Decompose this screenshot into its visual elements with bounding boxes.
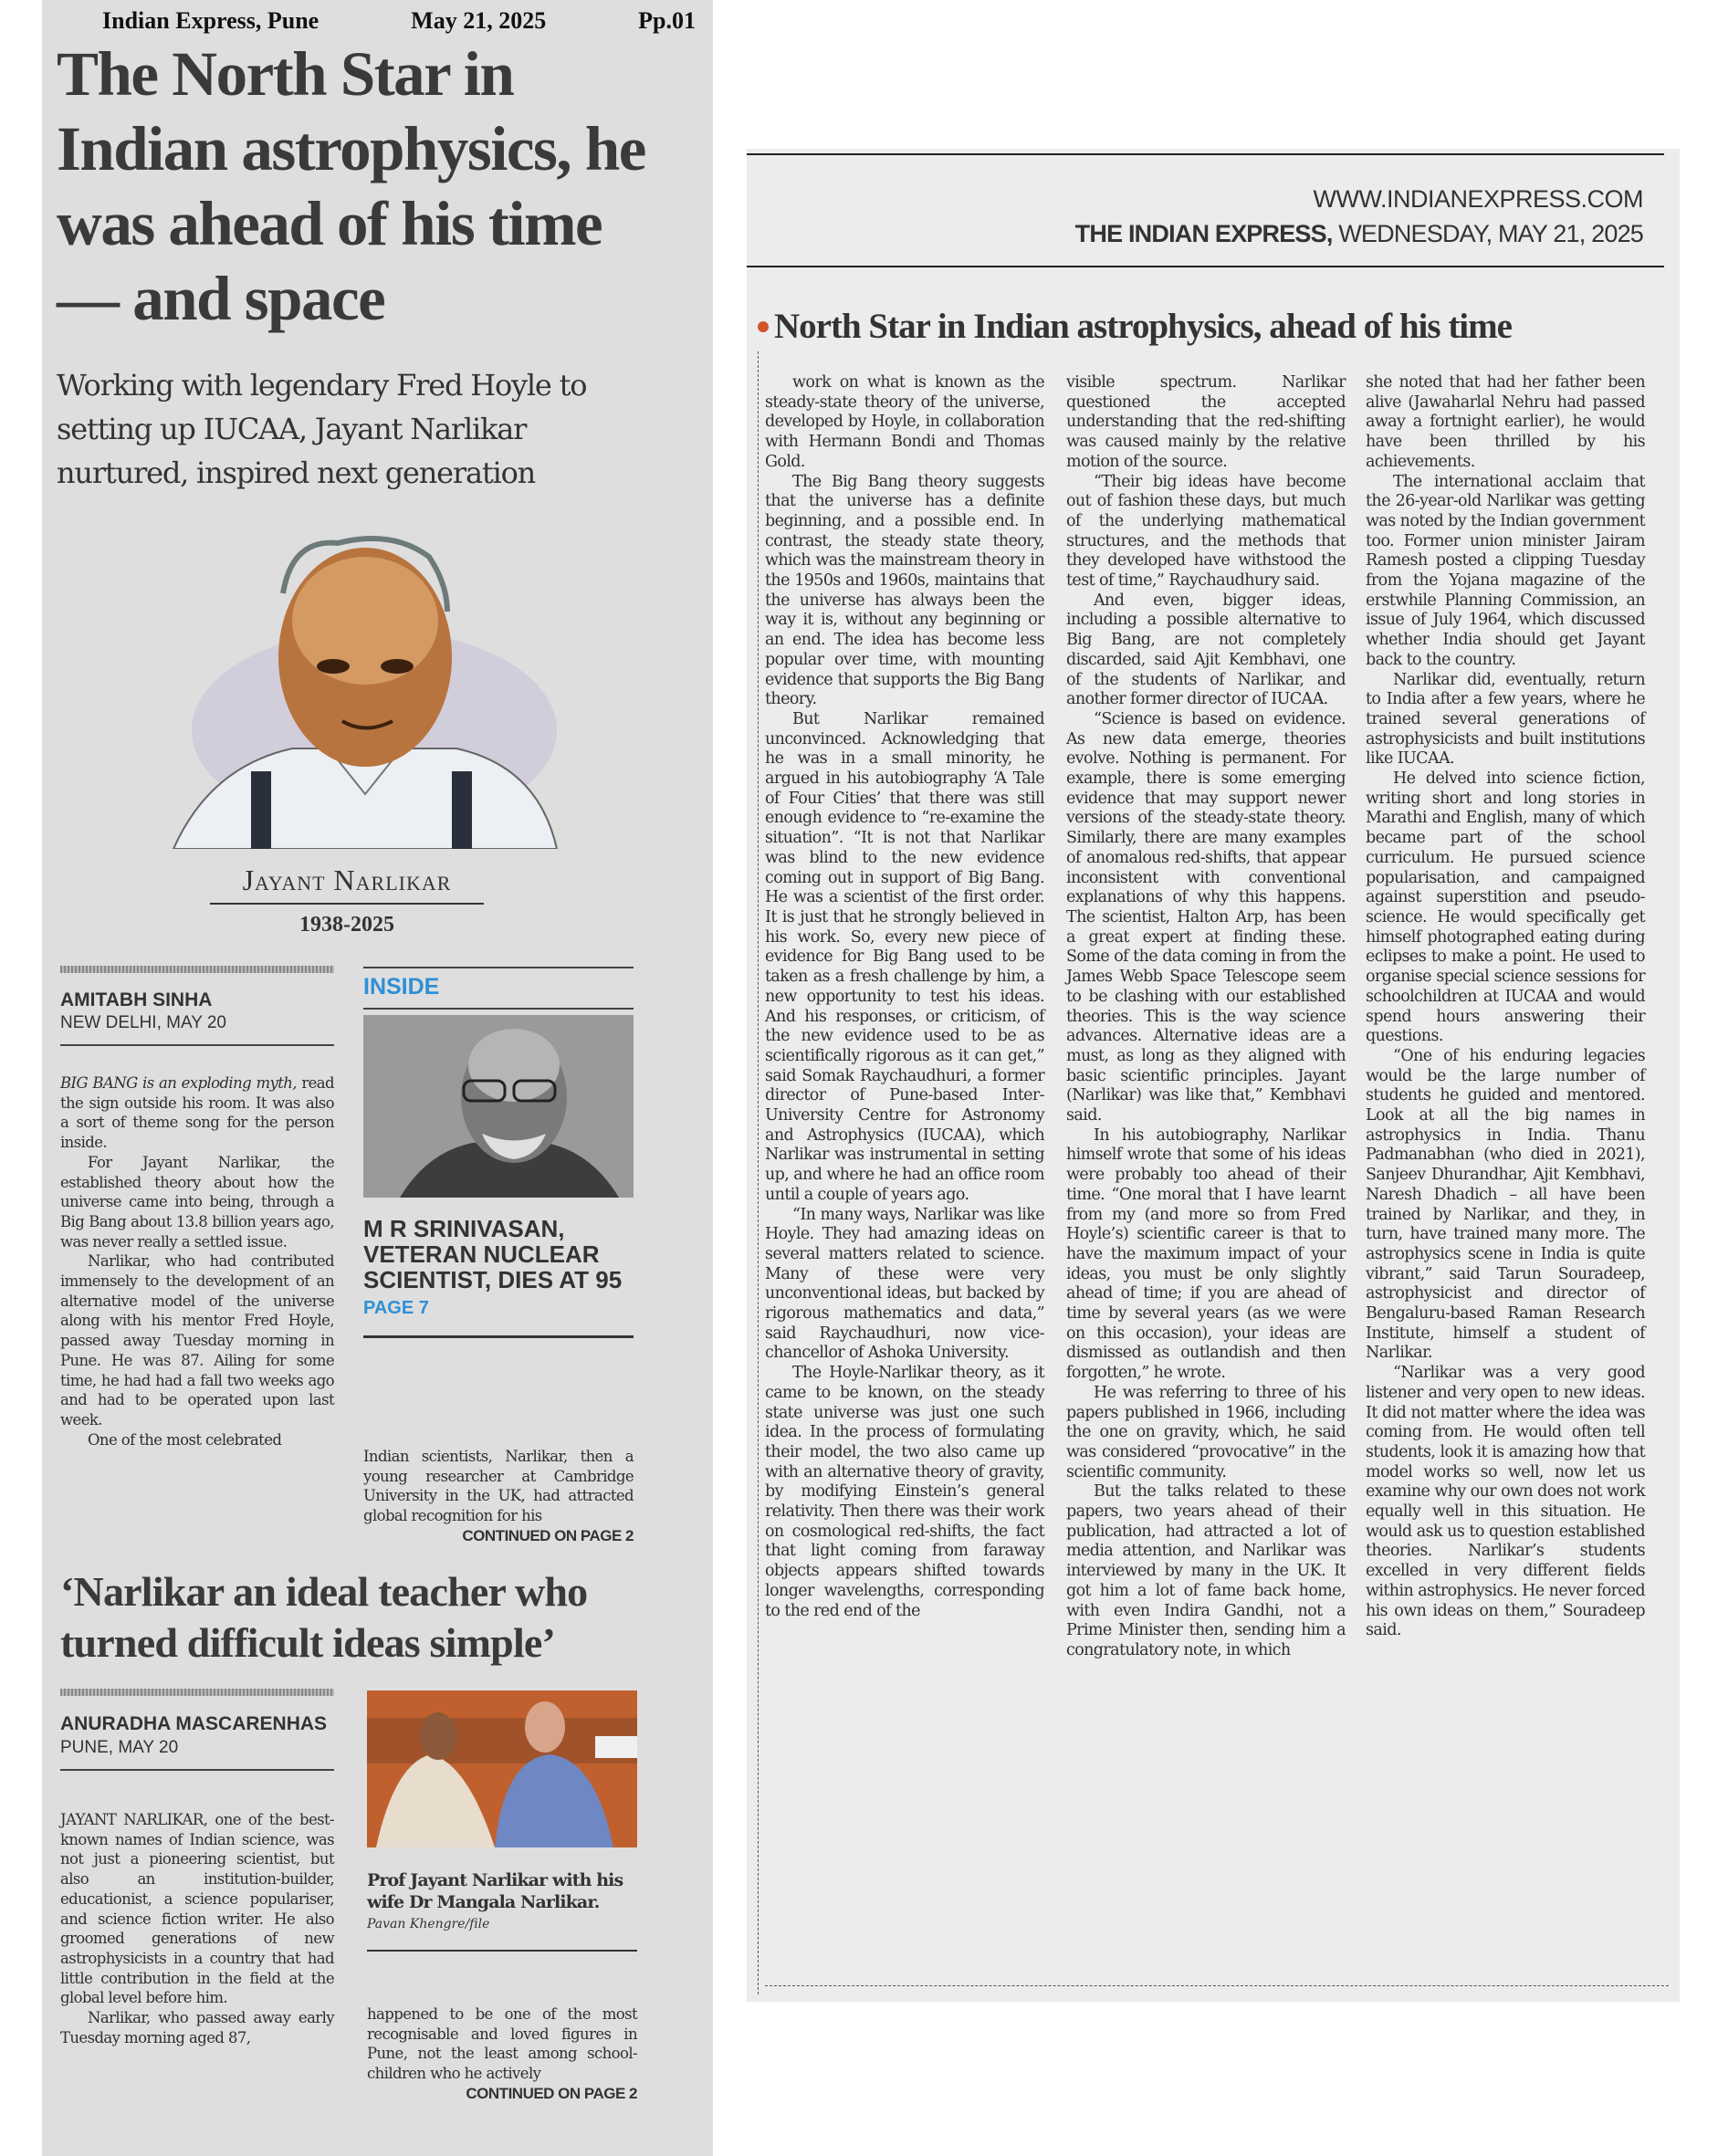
portrait-years: 1938-2025 [299,913,394,937]
story-paragraph: “Narlikar was a very good listener and very open to new ideas. It did not matter where the idea was coming from. He would often tell students, look it is amazing how that model works so well, now let us examine why our own does not work equally well in this situation. He would ask us to question established theories. Narlikar’s students excelled in very different fields within astrophysics. He never forced his own ideas on them,” Souradeep said. [1366,1364,1645,1640]
intro-italic: BIG BANG is an exploding myth, [60,1074,297,1092]
portrait-name: Jayant Narlikar [210,863,484,905]
story-paragraph: “Their big ideas have become out of fashion these days, but much of the underlying mathematical structures, and the methods that they developed have withstood the test of time,” Raychaudhury said. [1066,472,1346,591]
continuation-headline-text: North Star in Indian astrophysics, ahead of his time [774,307,1512,346]
site-url: WWW.INDIANEXPRESS.COM [1313,185,1643,213]
story-paragraph: The Hoyle-Narlikar theory, as it came to be known, on the steady state universe was just one such idea. In the process of formulating their model, the two also came up with an alternative theory of gravity, by modifying Einstein’s general relativity. Then there was their work on cosmological red-shifts, the fact that light coming from faraway objects appears shifted towards longer wavelengths, corresponding to the red end of the [765,1364,1044,1620]
story-paragraph: Narlikar did, eventually, return to India after a few years, where he trained several generations of astrophysicists and built institutions like IUCAA. [1366,670,1645,769]
story-paragraph: Narlikar, who had contributed immensely to the development of an alternative model of the universe along with his mentor Fred Hoyle, passed away Tuesday morning in Pune. He was 87. Ailing for some time, he had had a fall two weeks ago and had to be operated upon last week. [60,1252,334,1429]
story-paragraph: But Narlikar remained unconvinced. Acknowledging that he was in a small minority, he argued in his autobiography ‘A Tale of Four Cities’ that there was still enough evidence to “re-examine the situation”. “It is not that Narlikar was blind to the new evidence coming out in support of Big Bang. He was a scientist of the first order. It is just that he strongly believed in his work. So, every new piece of evidence for Big Bang used to be taken as a fresh challenge by him, a new opportunity to test his ideas. And his responses, or criticism, of the new evidence used to be as scientifically rigorous as it can get,” said Somak Raychaudhuri, a former director of Pune-based Inter-University Centre for Astronomy and Astrophysics (IUCAA), which Narlikar was instrumental in setting up, and where he had an office room until a couple of years ago. [765,709,1044,1204]
source-line [102,7,696,35]
byline-author: ANURADHA MASCARENHAS [60,1713,328,1734]
story-paragraph: visible spectrum. Narlikar questioned the accepted understanding that the red-shifting was caused mainly by the relative motion of the source. [1066,373,1346,471]
masthead [1075,220,1643,248]
story-paragraph: “In many ways, Narlikar was like Hoyle. They had amazing ideas on several matters related to science. Many of these were very unconventional ideas, but backed by rigorous mathematics and data,” said Raychaudhuri, now vice-chancellor of Ashoka University. [765,1205,1044,1363]
byline-dateline: NEW DELHI, MAY 20 [60,1013,334,1046]
story-paragraph: For Jayant Narlikar, the established theory about how the universe came into being, through a Big Bang about 13.8 billion years ago, was never really a settled issue. [60,1153,334,1251]
continuation-headline [758,306,1652,347]
second-story-column-1 [60,1810,334,2047]
story-paragraph: The Big Bang theory suggests that the universe has a definite beginning, and a possible end. In contrast, the steady state theory, which was the mainstream theory in the 1950s and 1960s, maintains that the universe has always been the way it is, without any beginning or an end. The idea has become less popular over time, with mounting evidence that supports the Big Bang theory. [765,472,1044,709]
story-paragraph: He was referring to three of his papers published in 1966, including the one on gravity, which, he said was considered “provocative” in the scientific community. [1066,1383,1346,1481]
source-date: May 21, 2025 [411,7,547,34]
story-paragraph: Narlikar, who passed away early Tuesday morning aged 87, [60,2009,334,2046]
masthead-title: THE INDIAN EXPRESS, [1074,220,1333,247]
main-byline [60,966,334,1046]
dotted-column-rule [758,351,759,1994]
story-paragraph: He delved into science fiction, writing short and long stories in Marathi and English, many of which became part of the school curriculum. He pursued science popularisation, and campaigned against superstition and pseudo-science. He would specifically get himself photographed eating during eclipses to make a point. He used to organise special science sessions for schoolchildren at IUCAA and would spend hours answering their questions. [1366,769,1645,1046]
continued-link[interactable]: CONTINUED ON PAGE 2 [462,1526,634,1544]
story-paragraph: “One of his enduring legacies would be the large number of students he guided and mentored. Look at all the big names in astrophysics in India. Thanu Padmanabhan (who died in 2021), Sanjeev Dhurandhar, Ajit Kembhavi, Naresh Dhadich – all have been trained by Narlikar, and they, in turn, have trained many more. The astrophysics scene in India is quite vibrant,” said Tarun Souradeep, astrophysicist and director of Bengaluru-based Raman Research Institute, himself a student of Narlikar. [1366,1046,1645,1363]
byline-author: AMITABH SINHA [60,989,213,1010]
headline-deck: Working with legendary Fred Hoyle to setting up IUCAA, Jayant Narlikar nurtured, inspired next generation [57,368,587,490]
intro-rest: read the sign outside his room. It was also a sort of theme song for the person inside. [60,1074,334,1152]
main-story-column-2 [363,1447,634,1546]
masthead-rule [747,266,1664,267]
photo-caption [367,1869,637,1952]
story-paragraph: But the talks related to these papers, two years ahead of their publication, had attracted a lot of media attention, and Narlikar was interviewed by many in the UK. It got him a lot of fame back home, with even Indira Gandhi, not a Prime Minister then, sending him a congratulatory note, in which [1066,1482,1346,1659]
story-paragraph: happened to be one of the most recognisable and loved figures in Pune, not the least among school-children who he actively [367,2005,637,2083]
inside-photo [363,1015,634,1198]
right-clipping [747,149,1680,2002]
masthead-date: WEDNESDAY, MAY 21, 2025 [1338,220,1643,247]
inside-label: INSIDE [363,967,634,1010]
byline-dateline: PUNE, MAY 20 [60,1738,334,1771]
portrait-illustration [155,520,566,849]
top-rule [747,153,1664,155]
story-paragraph: One of the most celebrated [88,1430,282,1449]
inside-title-text: M R SRINIVASAN, VETERAN NUCLEAR SCIENTIST, DIES AT 95 [363,1215,623,1293]
second-headline: ‘Narlikar an ideal teacher who turned difficult ideas simple’ [60,1568,588,1666]
hatched-divider [60,966,334,973]
story-paragraph: The international acclaim that the 26-year-old Narlikar was getting was noted by the Indian government too. Former union minister Jairam Ramesh posted a clipping Tuesday from the Yojana magazine of the erstwhile Planning Commission, an issue of July 1964, which discussed whether India should get Jayant back to the country. [1366,472,1645,669]
continuation-column-3 [1366,373,1645,1641]
story-paragraph: JAYANT NARLIKAR, one of the best-known names of Indian science, was not just a pioneering scientist, but also an institution-builder, educationist, a science populariser, and science fiction writer. He also groomed generations of new astrophysicists in a country that had little contribution in the field at the global level before him. [60,1811,334,2007]
story-paragraph: work on what is known as the steady-state theory of the universe, developed by Hoyle, in collaboration with Hermann Bondi and Thomas Gold. [765,373,1044,471]
photo-credit: Pavan Khengre/file [367,1917,637,1952]
second-byline [60,1689,334,1771]
source-page: Pp.01 [638,7,696,34]
inside-title [363,1216,634,1338]
main-headline: The North Star in Indian astrophysics, he was ahead of his time — and space [57,39,645,333]
story-paragraph: And even, bigger ideas, including a possible alternative to Big Bang, are not completely discarded, said Ajit Kembhavi, one of the students of Narlikar, and another former director of IUCAA. [1066,591,1346,709]
inside-box[interactable] [363,967,634,1338]
story-paragraph: In his autobiography, Narlikar himself wrote that some of his ideas were probably too ahead of their time. “One moral that I have learnt from my (and more so from Fred Hoyle’s) scientific career is that to have the maximum impact of your ideas, you must be only slightly ahead of time; if you are ahead of time by several years (as we were on this occasion), your ideas are dismissed as outlandish and then forgotten,” he wrote. [1066,1125,1346,1383]
story-paragraph [60,1073,334,1153]
second-story-column-2 [367,2004,637,2104]
srinivasan-photo-icon [363,1015,634,1198]
inside-page-ref[interactable]: PAGE 7 [363,1298,429,1318]
couple-photo-icon [367,1690,637,1847]
bullet-dot-icon [758,321,769,332]
continuation-column-1 [765,373,1044,1621]
story-paragraph: “Science is based on evidence. As new data emerge, theories evolve. Nothing is permanent. For example, there is some emerging evidence that may support newer versions of the steady-state theory. Similarly, there are many examples of anomalous red-shifts, that appear inconsistent with conventional explanations of why this happens. The scientist, Halton Arp, has been a great expert at finding these. Some of the data coming in from the James Webb Space Telescope seem to be clashing with our established theories. This is the way science advances. Alternative ideas are a must, as long as they aligned with basic scientific principles. Jayant (Narlikar) was like that,” Kembhavi said. [1066,709,1346,1125]
story-paragraph: she noted that had her father been alive (Jawaharlal Nehru had passed away a fortnight earlier), he would have been thrilled by his achievements. [1366,373,1645,471]
bottom-dotted-rule [765,1985,1669,1986]
caption-text: Prof Jayant Narlikar with his wife Dr Mangala Narlikar. [367,1870,623,1912]
continuation-column-2 [1066,373,1346,1661]
story-paragraph: Indian scientists, Narlikar, then a young researcher at Cambridge University in the UK, had attracted global recognition for his [363,1448,634,1525]
continued-link[interactable]: CONTINUED ON PAGE 2 [466,2084,637,2102]
hatched-divider [60,1689,334,1696]
narlikar-couple-photo [367,1690,637,1847]
main-story-column-1 [60,1073,334,1450]
source-publication: Indian Express, Pune [102,7,320,34]
